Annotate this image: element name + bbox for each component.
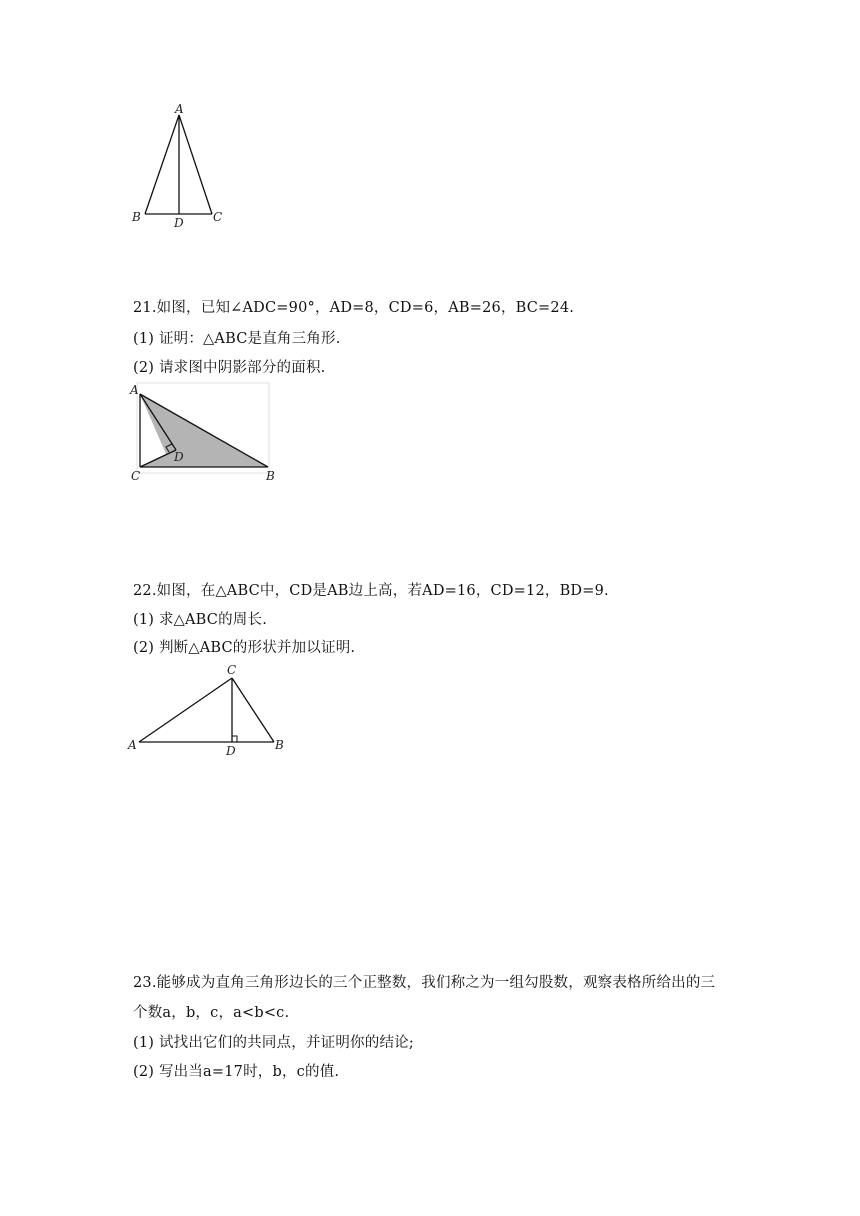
q21-part1: (1) 证明：△ABC是直角三角形. — [133, 331, 341, 347]
right-angle-mark — [232, 736, 237, 742]
q22-part2: (2) 判断△ABC的形状并加以证明. — [133, 640, 356, 656]
figure-q21 — [125, 380, 285, 490]
label-d: D — [174, 450, 184, 464]
label-a: A — [130, 383, 139, 397]
label-c: C — [131, 469, 141, 483]
figure-q22 — [120, 660, 300, 760]
q22-part1: (1) 求△ABC的周长. — [133, 612, 267, 628]
label-a: A — [128, 738, 137, 752]
figure-isosceles-triangle — [120, 100, 240, 230]
label-c: C — [227, 663, 237, 677]
q23-part1: (1) 试找出它们的共同点，并证明你的结论; — [133, 1035, 414, 1051]
q23-stem-line1: 23.能够成为直角三角形边长的三个正整数，我们称之为一组勾股数，观察表格所给出的三 — [133, 975, 716, 991]
segment-ac — [179, 115, 212, 214]
q23-part2: (2) 写出当a=17时，b，c的值. — [133, 1064, 340, 1080]
label-a: A — [175, 102, 184, 116]
q21-part2: (2) 请求图中阴影部分的面积. — [133, 360, 326, 376]
label-d: D — [226, 744, 236, 758]
q22-stem: 22.如图，在△ABC中，CD是AB边上高，若AD=16，CD=12，BD=9. — [133, 583, 609, 599]
label-b: B — [266, 469, 275, 483]
label-b: B — [275, 738, 284, 752]
q21-stem: 21.如图，已知∠ADC=90°，AD=8，CD=6，AB=26，BC=24. — [133, 300, 575, 316]
label-d: D — [174, 216, 184, 230]
segment-cb — [232, 678, 274, 742]
q23-stem-line2: 个数a，b，c，a<b<c. — [133, 1005, 290, 1021]
label-c: C — [213, 210, 223, 224]
label-b: B — [132, 210, 141, 224]
segment-ac — [139, 678, 232, 742]
segment-ab — [145, 115, 179, 214]
